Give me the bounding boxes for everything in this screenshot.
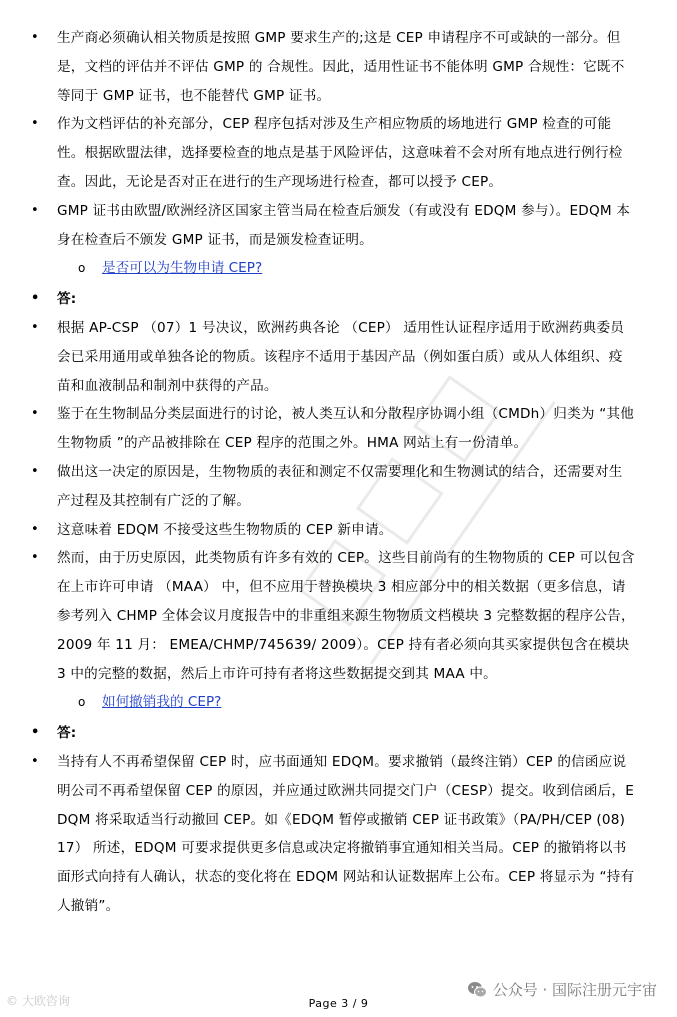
paragraph-text: 鉴于在生物制品分类层面进行的讨论，被人类互认和分散程序协调小组（CMDh）归类为 “其他生物物质 ”的产品被排除在 CEP 程序的范围之外。HMA 网站上有一份清单。 [57,406,635,452]
answer-label: 答: [57,725,77,742]
answer-label: 答: [57,291,77,308]
sub-bullet-marker: o [78,261,86,276]
paragraph-text: GMP 证书由欧盟/欧洲经济区国家主管当局在检查后颁发（有或没有 EDQM 参与）。EDQM 本身在检查后不颁发 GMP 证书，而是颁发检查证明。 [57,202,631,248]
bullet-marker: • [31,550,39,566]
paragraph-reason [0,458,677,516]
paragraph-text: 做出这一决定的原因是，生物物质的表征和测定不仅需要理化和生物测试的结合，还需要对生产过程及其控制有广泛的了解。 [57,463,623,509]
bullet-marker: • [31,521,39,537]
paragraph-text: 生产商必须确认相关物质是按照 GMP 要求生产的;这是 CEP 申请程序不可或缺的一部分。但是，文档的评估并不评估 GMP 的 合规性。因此，适用性证书不能体明 GMP 合规性：它既不等同于 GMP 证书，也不能替代 GMP 证书。 [57,30,625,104]
paragraph-no-new-applications [0,516,677,545]
question-biologics-link[interactable]: 是否可以为生物申请 CEP? [102,260,263,277]
paragraph-historical [0,544,677,688]
bullet-marker: • [31,30,39,45]
paragraph-gmp-confirmation [0,24,677,110]
bullet-marker: • [31,319,39,335]
paragraph-text: 当持有人不再希望保留 CEP 时，应书面通知 EDQM。要求撤销（最终注销）CEP 的信函应说明公司不再希望保留 CEP 的原因，并应通过欧洲共同提交门户（CESP）提交。收到信函后，EDQM 将采取适当行动撤回 CEP。如《EDQM 暂停或撤销 CEP 证书政策》（PA/PH/CEP (08) 17） 所述，EDQM 可要求提供更多信息或决定将撤销事宜通知相关当局。CEP 的撤销将以书面形式向持有人确认，状态的变化将在 EDQM 网站和认证数据库上公布。CEP 将显示为 “持有人撤销”。 [57,753,635,914]
sub-bullet-marker: o [78,695,86,710]
bullet-marker: • [31,753,39,769]
answer-heading-1 [0,285,677,314]
bullet-marker: • [31,725,40,741]
paragraph-gmp-inspection [0,110,677,196]
bullet-marker: • [31,291,40,307]
wechat-account-name: 公众号 · 国际注册元宇宙 [492,981,657,999]
bullet-marker: • [31,202,39,218]
bullet-marker: • [31,116,39,132]
answer-heading-2 [0,719,677,748]
footer-left-watermark: © 大欧咨询 [6,994,70,1008]
paragraph-resolution [0,314,677,400]
paragraph-text: 这意味着 EDQM 不接受这些生物物质的 CEP 新申请。 [57,521,393,538]
bullet-marker: • [31,406,39,422]
paragraph-cmdh [0,400,677,458]
wechat-icon [467,981,487,999]
paragraph-withdrawal [0,748,677,921]
question-withdraw-link[interactable]: 如何撤销我的 CEP? [102,694,222,711]
paragraph-text: 根据 AP-CSP （07）1 号决议，欧洲药典各论 （CEP） 适用性认证程序适用于欧洲药典委员会已采用通用或单独各论的物质。该程序不适用于基因产品（例如蛋白质）或从人体组织、疫苗和血液制品和制剂中获得的产品。 [57,319,625,394]
paragraph-text: 然而，由于历史原因，此类物质有许多有效的 CEP。这些目前尚有的生物物质的 CEP 可以包含在上市许可申请 （MAA） 中，但不应用于替换模块 3 相应部分中的相关数据（更多信息，请参考列入 CHMP 全体会议月度报告中的非重组来源生物物质文档模块 3 完整数据的程序公告， 2009 年 11 月： EMEA/CHMP/745639/ 2009）。CEP 持有者必须向其买家提供包含在模块 3 中的完整的数据，然后上市许可持有者将这些数据提交到其 MAA 中。 [57,550,635,682]
bullet-marker: • [31,463,39,479]
paragraph-gmp-certificate [0,197,677,255]
document-body [0,24,677,921]
wechat-account-badge [467,979,657,1000]
question-biologics [0,254,677,283]
question-withdraw [0,688,677,717]
paragraph-text: 作为文档评估的补充部分，CEP 程序包括对涉及生产相应物质的场地进行 GMP 检查的可能性。根据欧盟法律，选择要检查的地点是基于风险评估，这意味着不会对所有地点进行例行检查。因此，无论是否对正在进行的生产现场进行检查，都可以授予 CEP。 [57,116,623,190]
page-number: Page 3 / 9 [308,997,369,1010]
